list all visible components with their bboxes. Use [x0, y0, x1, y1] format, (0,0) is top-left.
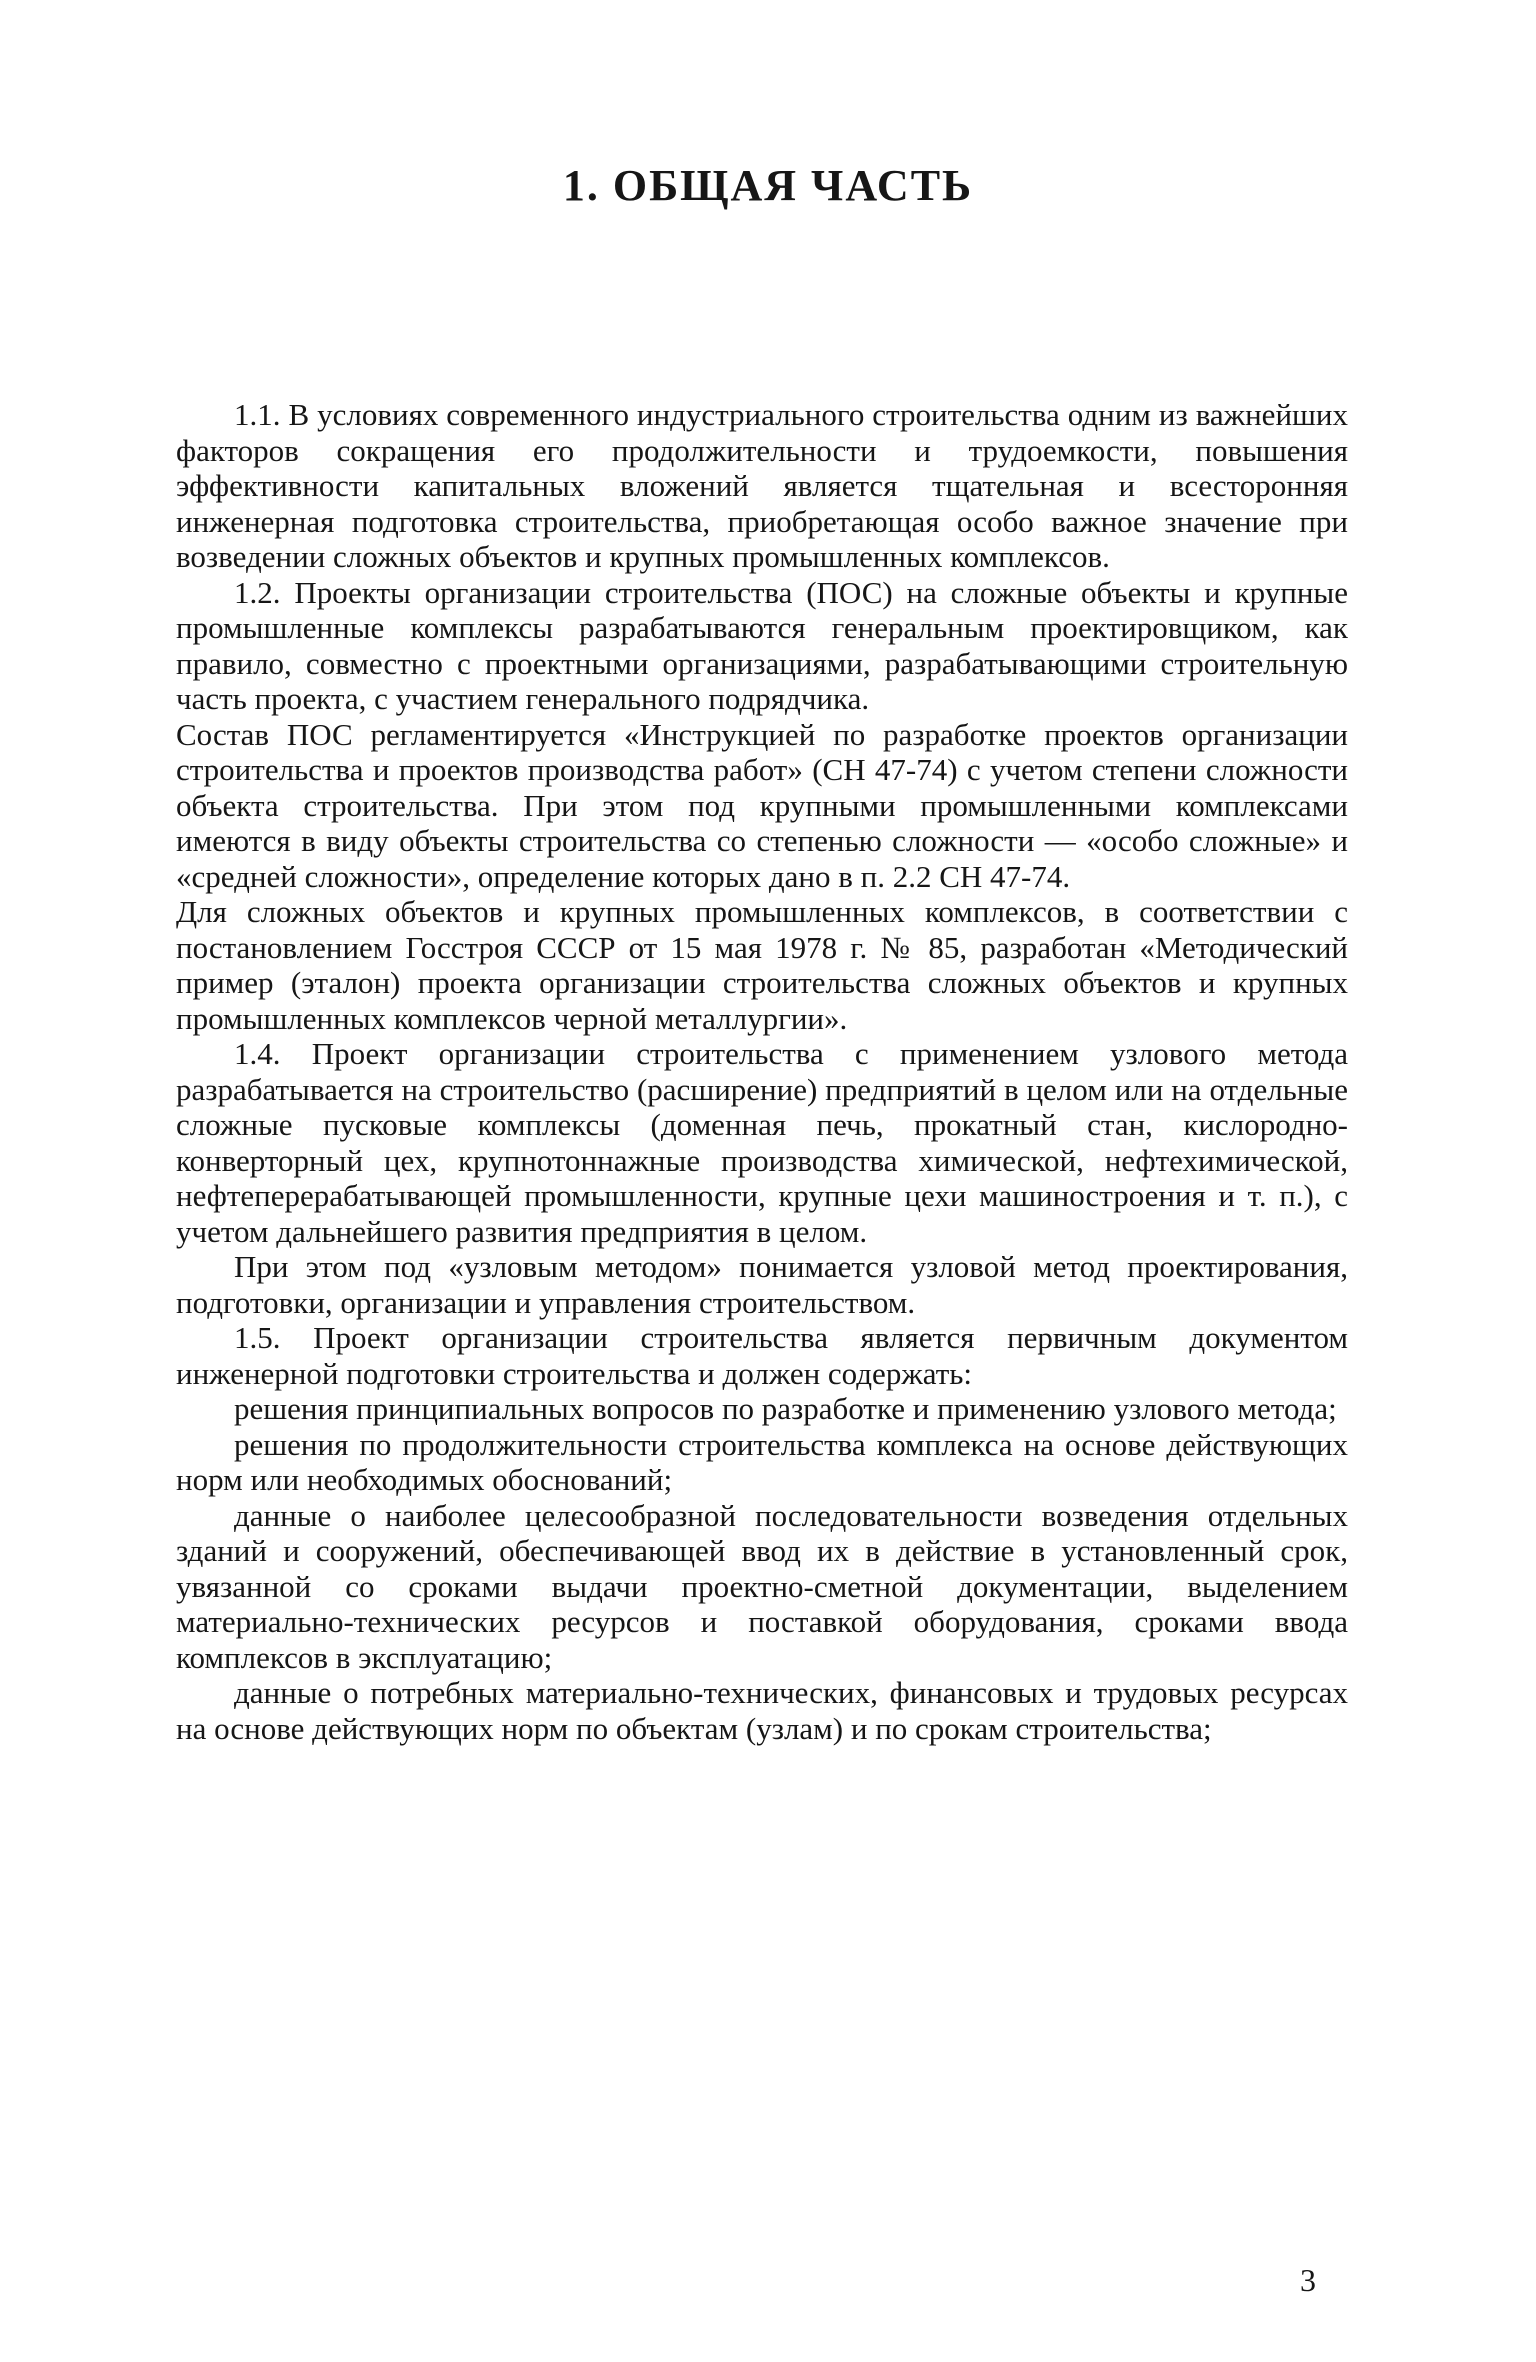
list-item	[176, 1391, 1348, 1427]
paragraph-text: Проект организации строительства является первичным документом инженерной подготовки строительства и должен содержать:	[176, 1320, 1348, 1391]
paragraph-text: Проекты организации строительства (ПОС) на сложные объекты и крупные промышленные комплексы разрабатываются генеральным проектировщиком, как правило, совместно с проектными организациями, разрабатывающими строительную часть проекта, с участием генерального подрядчика.	[176, 574, 1348, 716]
paragraph-1-2	[176, 575, 1348, 717]
page-number: 3	[1300, 2262, 1316, 2298]
paragraph-text: При этом под «узловым методом» понимается узловой метод проектирования, подготовки, организации и управления строительством.	[176, 1249, 1348, 1320]
paragraph-node-method	[176, 1249, 1348, 1320]
paragraph-1-4	[176, 1036, 1348, 1249]
list-item	[176, 1427, 1348, 1498]
paragraph-1-5	[176, 1320, 1348, 1391]
paragraph-number: 1.5.	[234, 1320, 281, 1355]
paragraph-text: данные о наиболее целесообразной последовательности возведения отдельных зданий и сооружений, обеспечивающей ввод их в действие в установленный срок, увязанной со сроками выдачи проектно-сметной документации, выделением материально-технических ресурсов и поставкой оборудования, сроками ввода комплексов в эксплуатацию;	[176, 1497, 1348, 1675]
paragraph-text: данные о потребных материально-технических, финансовых и трудовых ресурсах на основе действующих норм по объектам (узлам) и по срокам строительства;	[176, 1675, 1348, 1746]
paragraph-methodical-example	[176, 894, 1348, 1036]
paragraph-text: решения по продолжительности строительства комплекса на основе действующих норм или необходимых обоснований;	[176, 1426, 1348, 1497]
body-text	[176, 397, 1348, 1746]
paragraph-number: 1.2.	[234, 574, 281, 610]
paragraph-text: Проект организации строительства с применением узлового метода разрабатывается на строительство (расширение) предприятий в целом или на отдельные сложные пусковые комплексы (доменная печь, прокатный стан, кислородно-конверторный цех, крупнотоннажные производства химической, нефтехимической, нефтеперерабатывающей промышленности, крупные цехи машиностроения и т. п.), с учетом дальнейшего развития предприятия в целом.	[176, 1036, 1348, 1249]
paragraph-number: 1.4.	[234, 1036, 281, 1071]
paragraph-number: 1.1.	[234, 397, 281, 432]
paragraph-1-1	[176, 397, 1348, 575]
paragraph-text: В условиях современного индустриального строительства одним из важнейших факторов сокращения его продолжительности и трудоемкости, повышения эффективности капитальных вложений является тщательная и всесторонняя инженерная подготовка строительства, приобретающая особо важное значение при возведении сложных объектов и крупных промышленных комплексов.	[176, 397, 1348, 574]
paragraph-pos-composition	[176, 717, 1348, 895]
paragraph-text: Для сложных объектов и крупных промышленных комплексов, в соответствии с постановлением Госстроя СССР от 15 мая 1978 г. № 85, разработан «Методический пример (эталон) проекта организации строительства сложных объектов и крупных промышленных комплексов черной металлургии».	[176, 894, 1348, 1036]
list-item	[176, 1675, 1348, 1746]
list-item	[176, 1498, 1348, 1676]
paragraph-text: Состав ПОС регламентируется «Инструкцией по разработке проектов организации строительства и проектов производства работ» (СН 47-74) с учетом степени сложности объекта строительства. При этом под крупными промышленными комплексами имеются в виду объекты строительства со степенью сложности — «особо сложные» и «средней сложности», определение которых дано в п. 2.2 СН 47-74.	[176, 716, 1348, 894]
paragraph-text: решения принципиальных вопросов по разработке и применению узлового метода;	[234, 1391, 1337, 1426]
section-title: 1. ОБЩАЯ ЧАСТЬ	[562, 161, 974, 210]
